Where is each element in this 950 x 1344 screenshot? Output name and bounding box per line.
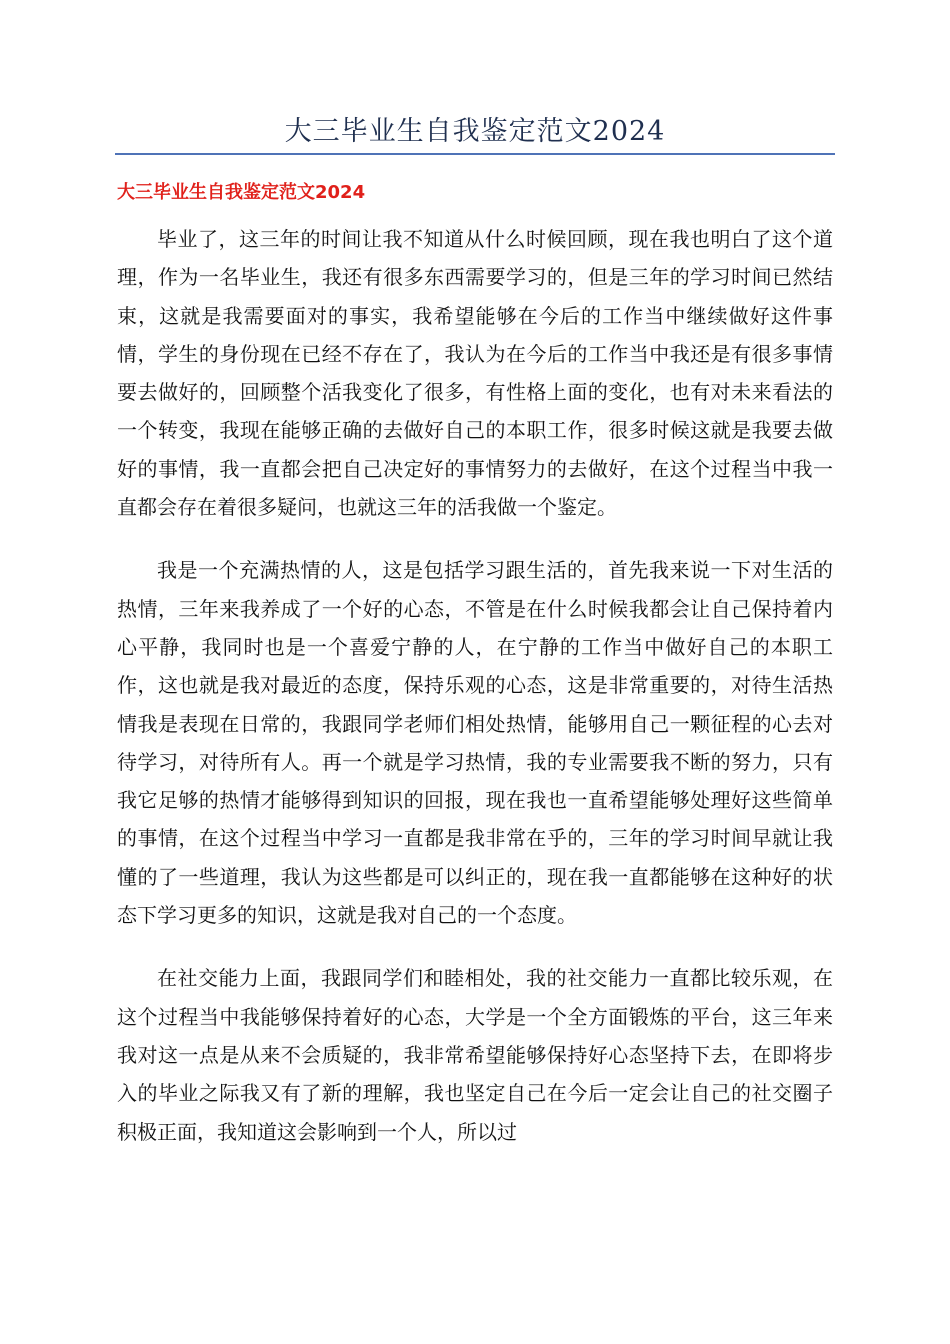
paragraph-3: 在社交能力上面，我跟同学们和睦相处，我的社交能力一直都比较乐观，在这个过程当中我能够保持着好的心态，大学是一个全方面锻炼的平台，这三年来我对这一点是从来不会质疑的，我非常希望能够保持好心态坚持下去，在即将步入的毕业之际我又有了新的理解，我也坚定自己在今后一定会让自己的社交圈子积极正面，我知道这会影响到一个人，所以过 [117, 966, 833, 1144]
section-heading: 大三毕业生自我鉴定范文2024 [117, 182, 366, 203]
paragraph-2: 我是一个充满热情的人，这是包括学习跟生活的，首先我来说一下对生活的热情，三年来我养成了一个好的心态，不管是在什么时候我都会让自己保持着内心平静，我同时也是一个喜爱宁静的人，在宁静的工作当中做好自己的本职工作，这也就是我对最近的态度，保持乐观的心态，这是非常重要的，对待生活热情我是表现在日常的，我跟同学老师们相处热情，能够用自己一颗征程的心去对待学习，对待所有人。再一个就是学习热情，我的专业需要我不断的努力，只有我它足够的热情才能够得到知识的回报，现在我也一直希望能够处理好这些简单的事情，在这个过程当中学习一直都是我非常在乎的，三年的学习时间早就让我懂的了一些道理，我认为这些都是可以纠正的，现在我一直都能够在这种好的状态下学习更多的知识，这就是我对自己的一个态度。 [117, 558, 833, 928]
page-title: 大三毕业生自我鉴定范文2024 [284, 116, 666, 147]
title-underline [115, 153, 835, 155]
paragraph-1: 毕业了，这三年的时间让我不知道从什么时候回顾，现在我也明白了这个道理，作为一名毕业生，我还有很多东西需要学习的，但是三年的学习时间已然结束，这就是我需要面对的事实，我希望能够在今后的工作当中继续做好这件事情，学生的身份现在已经不存在了，我认为在今后的工作当中我还是有很多事情要去做好的，回顾整个活我变化了很多，有性格上面的变化，也有对未来看法的一个转变，我现在能够正确的去做好自己的本职工作，很多时候这就是我要去做好的事情，我一直都会把自己决定好的事情努力的去做好，在这个过程当中我一直都会存在着很多疑问，也就这三年的活我做一个鉴定。 [117, 227, 833, 520]
body-text [117, 220, 833, 1176]
